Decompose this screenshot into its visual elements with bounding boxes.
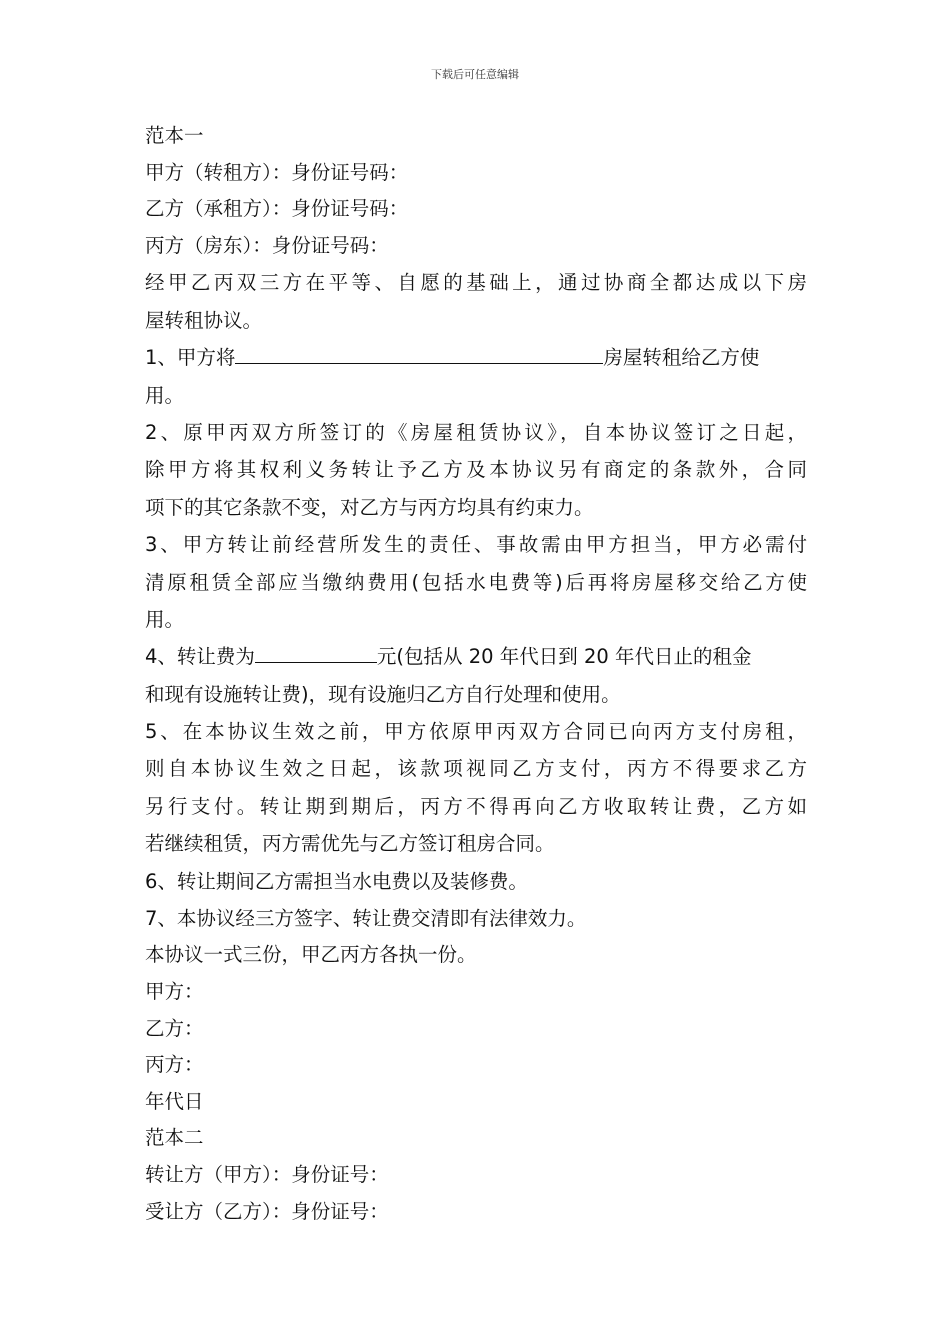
clause-1-suffix: 房屋转租给乙方使 bbox=[603, 346, 760, 370]
clause-3-line-2: 清原租赁全部应当缴纳费用(包括水电费等)后再将房屋移交给乙方使 bbox=[145, 570, 807, 594]
copies-line: 本协议一式三份，甲乙丙方各执一份。 bbox=[145, 943, 477, 967]
signature-b: 乙方： bbox=[145, 1016, 204, 1040]
clause-4-suffix: 元(包括从 20 年代日到 20 年代日止的租金 bbox=[376, 645, 752, 669]
party-c-line: 丙方（房东）：身份证号码： bbox=[145, 233, 389, 257]
clause-4-prefix: 4、转让费为 bbox=[145, 645, 255, 669]
clause-5-line-3: 另行支付。转让期到期后，丙方不得再向乙方收取转让费，乙方如 bbox=[145, 794, 807, 818]
party-b-line: 乙方（承租方）：身份证号码： bbox=[145, 197, 409, 221]
intro-line-2: 屋转租协议。 bbox=[145, 308, 263, 332]
date-line: 年代日 bbox=[145, 1089, 204, 1113]
premises-blank bbox=[235, 341, 603, 364]
sample2-title: 范本二 bbox=[145, 1126, 204, 1150]
clause-3-line-1: 3、甲方转让前经营所发生的责任、事故需由甲方担当，甲方必需付 bbox=[145, 533, 807, 557]
clause-1-line-2: 用。 bbox=[145, 383, 185, 407]
sample1-title: 范本一 bbox=[145, 124, 204, 147]
clause-7-line: 7、本协议经三方签字、转让费交清即有法律效力。 bbox=[145, 907, 587, 931]
clause-2-line-2: 除甲方将其权利义务转让予乙方及本协议另有商定的条款外，合同 bbox=[145, 458, 807, 482]
transferor-line: 转让方（甲方）：身份证号： bbox=[145, 1162, 389, 1186]
party-a-line: 甲方（转租方）：身份证号码： bbox=[145, 160, 409, 184]
signature-a: 甲方： bbox=[145, 980, 204, 1003]
clause-4-line-2: 和现有设施转让费)，现有设施归乙方自行处理和使用。 bbox=[145, 682, 621, 706]
page-header-note: 下载后可任意编辑 bbox=[431, 68, 519, 81]
clause-2-line-1: 2、原甲丙双方所签订的《房屋租赁协议》，自本协议签订之日起， bbox=[145, 420, 807, 444]
clause-6-line: 6、转让期间乙方需担当水电费以及装修费。 bbox=[145, 869, 528, 893]
signature-c: 丙方： bbox=[145, 1053, 204, 1077]
clause-2-line-3: 项下的其它条款不变，对乙方与丙方均具有约束力。 bbox=[145, 495, 594, 519]
clause-5-line-2: 则自本协议生效之日起，该款项视同乙方支付，丙方不得要求乙方 bbox=[145, 757, 807, 781]
clause-1-prefix: 1、甲方将 bbox=[145, 346, 236, 370]
clause-1-line-1 bbox=[145, 339, 807, 376]
document-body bbox=[145, 118, 807, 1230]
clause-4-line-1 bbox=[145, 638, 807, 675]
clause-5-line-4: 若继续租赁，丙方需优先与乙方签订租房合同。 bbox=[145, 832, 555, 856]
intro-line-1: 经甲乙丙双三方在平等、自愿的基础上，通过协商全都达成以下房 bbox=[145, 271, 807, 295]
transferee-line: 受让方（乙方）：身份证号： bbox=[145, 1199, 389, 1223]
fee-blank bbox=[255, 640, 377, 663]
clause-3-line-3: 用。 bbox=[145, 607, 185, 631]
clause-5-line-1: 5、在本协议生效之前，甲方依原甲丙双方合同已向丙方支付房租， bbox=[145, 720, 807, 744]
